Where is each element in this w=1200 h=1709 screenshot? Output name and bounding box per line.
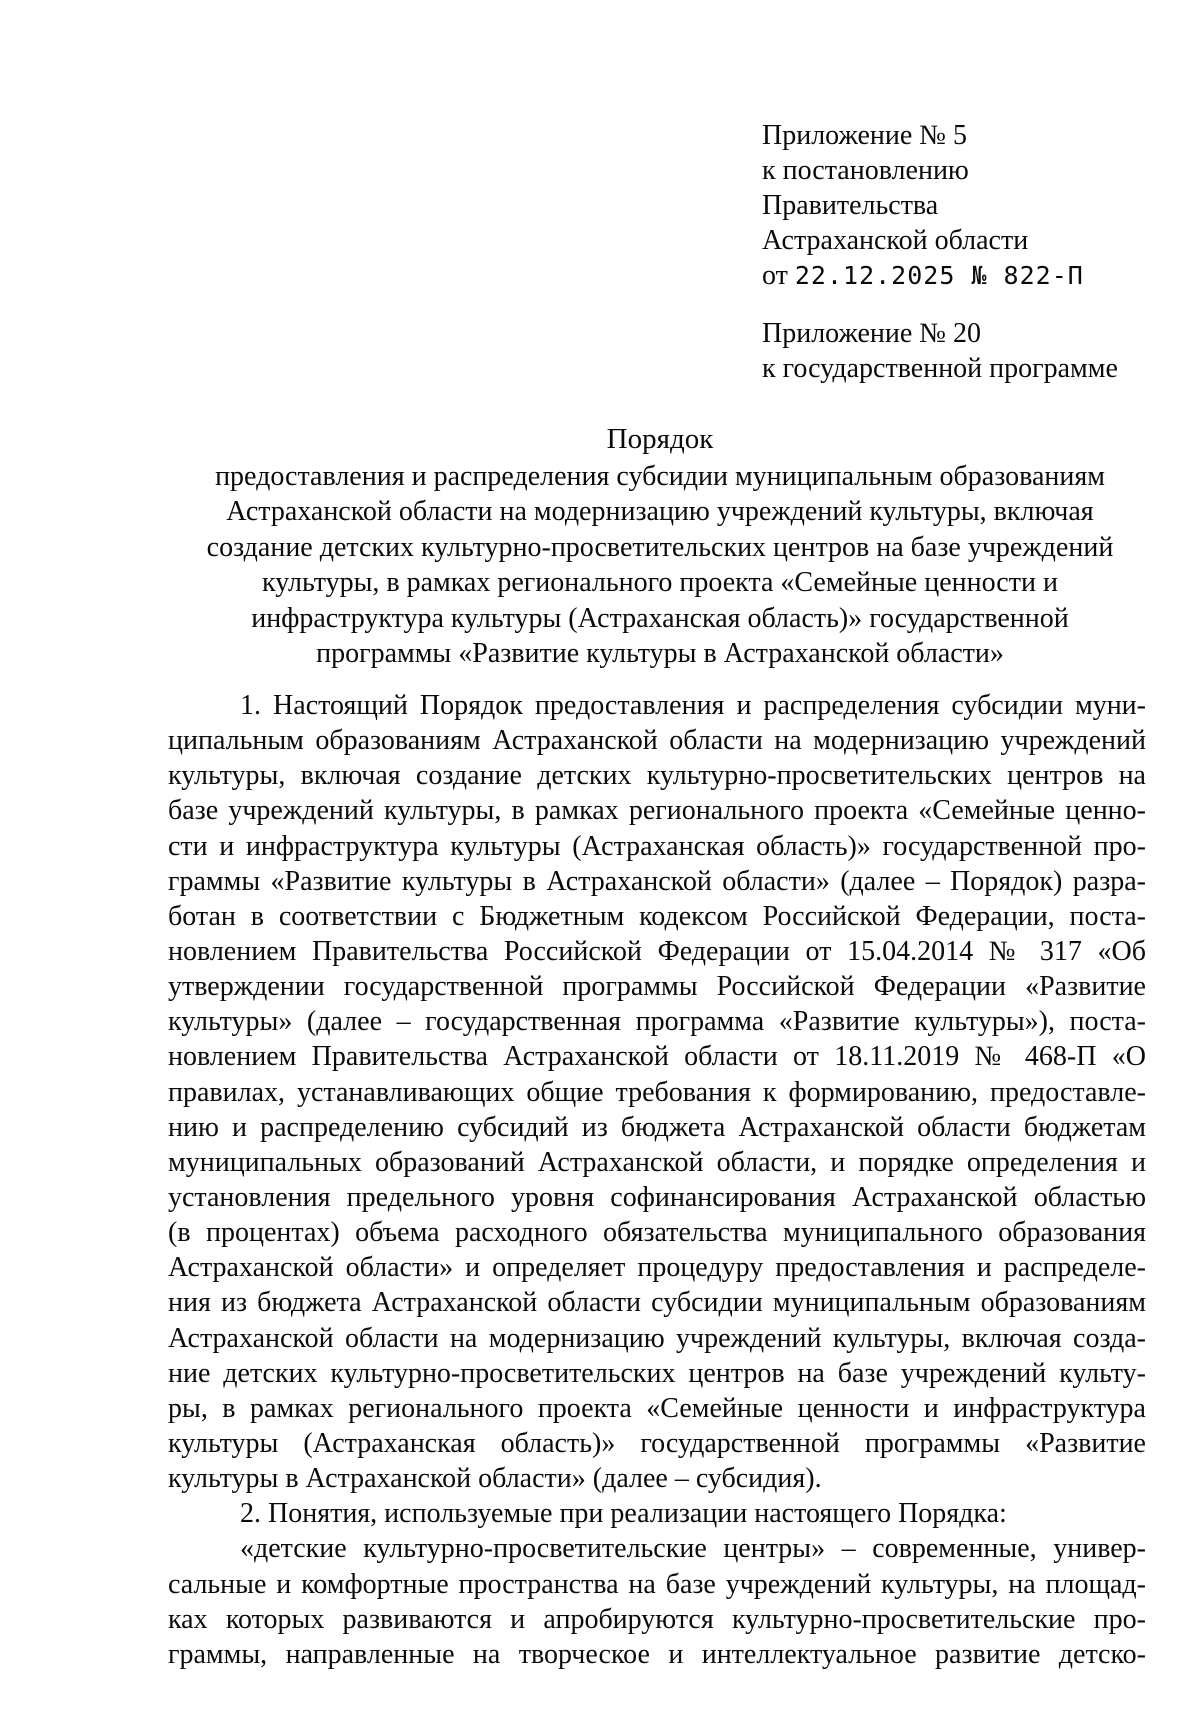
text-line: базе учреждений культуры, в рамках регионального проекта «Семейные ценно- xyxy=(168,795,1146,827)
appendix-5-line3: Правительства xyxy=(762,190,939,221)
paragraph-2 xyxy=(168,1496,1146,1531)
text-line: граммы, направленные на творческое и интеллектуальное развитие детско- xyxy=(168,1638,1146,1670)
subtitle-line: программы «Развитие культуры в Астраханской области» xyxy=(316,638,1004,670)
appendix-5-header xyxy=(762,118,1084,293)
text-line: «детские культурно-просветительские центры» – современные, универ- xyxy=(240,1533,1146,1565)
title-main: Порядок xyxy=(606,423,714,455)
text-line: сальные и комфортные пространства на базе учреждений культуры, на площад- xyxy=(168,1568,1146,1600)
paragraph-1 xyxy=(168,688,1146,1496)
appendix-5-line2: к постановлению xyxy=(762,155,969,186)
text-line: культуры в Астраханской области» (далее – субсидия). xyxy=(168,1463,822,1495)
text-line: ния из бюджета Астраханской области субсидии муниципальным образованиям xyxy=(168,1287,1146,1319)
text-line: Астраханской области на модернизацию учреждений культуры, включая созда- xyxy=(168,1322,1146,1354)
appendix-20-line1: Приложение № 20 xyxy=(762,318,981,349)
text-line: муниципальных образований Астраханской области, и порядке определения и xyxy=(168,1146,1146,1178)
text-line: нию и распределению субсидий из бюджета Астраханской области бюджетам xyxy=(168,1111,1146,1143)
subtitle-line: предоставления и распределения субсидии муниципальным образованиям xyxy=(215,461,1105,492)
text-line: культуры» (далее – государственная программа «Развитие культуры»), поста- xyxy=(168,1006,1146,1038)
subtitle-line: Астраханской области на модернизацию учреждений культуры, включая xyxy=(226,496,1094,528)
text-line: граммы «Развитие культуры в Астраханской области» (далее – Порядок) разра- xyxy=(168,865,1146,897)
text-line: Астраханской области» и определяет процедуру предоставления и распределе- xyxy=(168,1252,1146,1284)
subtitle-line: создание детских культурно-просветительских центров на базе учреждений xyxy=(206,531,1114,563)
subtitle-line: культуры, в рамках регионального проекта «Семейные ценности и xyxy=(262,567,1058,599)
date-prefix: от xyxy=(762,260,788,291)
text-line: правилах, устанавливающих общие требования к формированию, предоставле- xyxy=(168,1076,1146,1108)
text-line: установления предельного уровня софинансирования Астраханской областью xyxy=(168,1181,1146,1213)
subtitle-line: инфраструктура культуры (Астраханская область)» государственной xyxy=(251,602,1069,634)
text-line: новлением Правительства Российской Федерации от 15.04.2014 № 317 «Об xyxy=(168,935,1146,967)
appendix-20-line2: к государственной программе xyxy=(762,353,1118,384)
text-line: 2. Понятия, используемые при реализации настоящего Порядка: xyxy=(240,1498,1007,1530)
paragraph-3 xyxy=(168,1531,1146,1672)
text-line: 1. Настоящий Порядок предоставления и распределения субсидии муни- xyxy=(240,690,1146,721)
appendix-5-date-line xyxy=(762,258,1084,293)
text-line: новлением Правительства Астраханской области от 18.11.2019 № 468-П «О xyxy=(168,1041,1146,1073)
text-line: утверждении государственной программы Российской Федерации «Развитие xyxy=(168,971,1146,1003)
text-line: культуры (Астраханская область)» государственной программы «Развитие xyxy=(168,1427,1146,1459)
appendix-20-header xyxy=(762,316,1118,386)
text-line: сти и инфраструктура культуры (Астраханская область)» государственной про- xyxy=(168,830,1146,862)
document-body xyxy=(168,688,1146,1672)
appendix-5-line1: Приложение № 5 xyxy=(762,120,967,151)
text-line: ках которых развиваются и апробируются культурно-просветительские про- xyxy=(168,1603,1146,1635)
text-line: ние детских культурно-просветительских центров на базе учреждений культу- xyxy=(168,1357,1146,1389)
title-subtitle xyxy=(160,459,1160,671)
appendix-5-line4: Астраханской области xyxy=(762,225,1029,256)
document-title xyxy=(160,421,1160,671)
text-line: (в процентах) объема расходного обязательства муниципального образования xyxy=(168,1217,1146,1249)
text-line: ципальным образованиям Астраханской области на модернизацию учреждений xyxy=(168,725,1146,757)
text-line: ботан в соответствии с Бюджетным кодексом Российской Федерации, поста- xyxy=(168,900,1146,932)
text-line: ры, в рамках регионального проекта «Семейные ценности и инфраструктура xyxy=(168,1392,1146,1424)
date-stamp: 22.12.2025 № 822-П xyxy=(794,261,1084,290)
text-line: культуры, включая создание детских культурно-просветительских центров на xyxy=(168,760,1146,792)
